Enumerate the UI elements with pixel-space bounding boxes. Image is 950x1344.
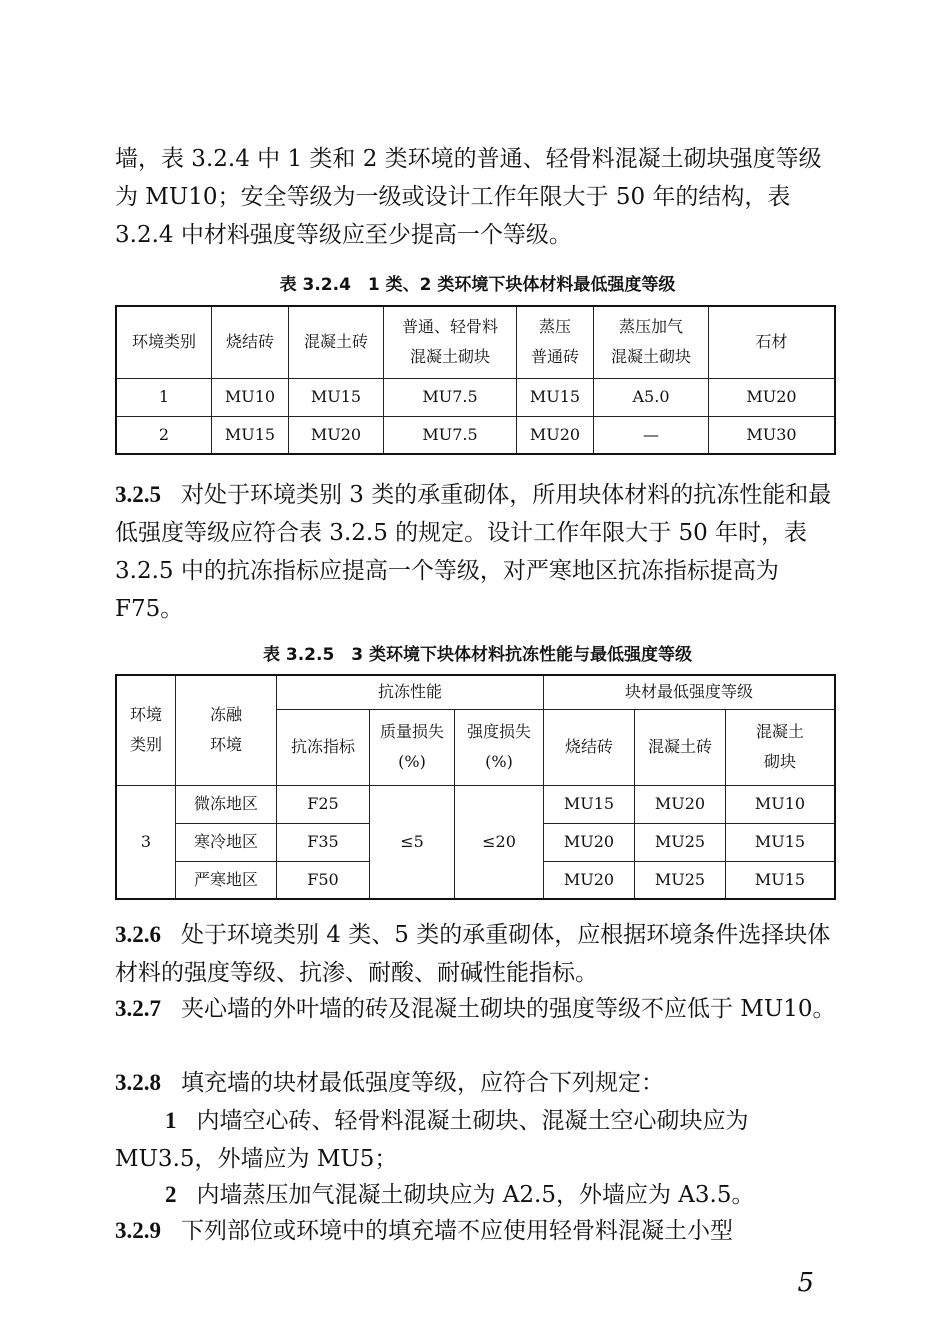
item-text: 内墙空心砖、轻骨料混凝土砌块、混凝土空心砌块应为 MU3.5，外墙应为 MU5； <box>115 1108 749 1172</box>
table1-caption: 表 3.2.4 1 类、2 类环境下块体材料最低强度等级 <box>279 275 676 295</box>
clause-text: 对处于环境类别 3 类的承重砌体，所用块体材料的抗冻性能和最低强度等级应符合表 3.2.5 的规定。设计工作年限大于 50 年时，表 3.2.5 中的抗冻指标应提高一个等级，对严寒地区抗冻指标提高为 F75。 <box>115 482 832 622</box>
t1-cell: MU7.5 <box>384 416 517 454</box>
t1-cell: MU15 <box>212 416 289 454</box>
clause-number: 3.2.8 <box>115 1070 161 1095</box>
t2-cell: MU20 <box>544 823 635 861</box>
table2-caption: 表 3.2.5 3 类环境下块体材料抗冻性能与最低强度等级 <box>262 645 693 665</box>
t1-header: 蒸压加气 混凝土砌块 <box>594 306 709 378</box>
page-number: 5 <box>797 1268 814 1298</box>
t2-cell: 微冻地区 <box>176 785 277 823</box>
t1-cell: 2 <box>116 416 212 454</box>
t2-mass-cell: ≤5 <box>370 785 455 899</box>
item-number: 2 <box>165 1182 177 1207</box>
t2-header-fired: 烧结砖 <box>544 709 635 785</box>
t1-cell: MU7.5 <box>384 378 517 416</box>
t2-header-group2: 块材最低强度等级 <box>544 675 836 709</box>
clause-text: 填充墙的块材最低强度等级，应符合下列规定： <box>181 1070 664 1096</box>
t1-header: 混凝土砖 <box>289 306 384 378</box>
item-2 <box>115 1176 840 1214</box>
t2-header-freeze: 冻融 环境 <box>176 675 277 785</box>
clause-text: 夹心墙的外叶墙的砖及混凝土砌块的强度等级不应低于 MU10。 <box>181 996 836 1022</box>
t2-header-concrete-brick: 混凝土砖 <box>635 709 726 785</box>
t1-cell: MU15 <box>289 378 384 416</box>
t2-header-env: 环境 类别 <box>116 675 176 785</box>
t2-cell: F50 <box>277 861 370 899</box>
item-text: 内墙蒸压加气混凝土砌块应为 A2.5，外墙应为 A3.5。 <box>196 1182 755 1208</box>
table-row <box>116 378 835 416</box>
item-1 <box>115 1102 840 1178</box>
t2-cell: 严寒地区 <box>176 861 277 899</box>
t1-cell: A5.0 <box>594 378 709 416</box>
t1-cell: MU30 <box>709 416 836 454</box>
clause-3-2-5 <box>115 476 840 628</box>
t2-header-strength: 强度损失 (%) <box>455 709 544 785</box>
t2-cell: F25 <box>277 785 370 823</box>
t1-header: 石材 <box>709 306 836 378</box>
intro-paragraph: 墙，表 3.2.4 中 1 类和 2 类环境的普通、轻骨料混凝土砌块强度等级为 MU10；安全等级为一级或设计工作年限大于 50 年的结构，表 3.2.4 中材料强度等级应至少提高一个等级。 <box>115 146 822 248</box>
t1-cell: MU15 <box>517 378 594 416</box>
t1-header: 环境类别 <box>116 306 212 378</box>
t2-header-index: 抗冻指标 <box>277 709 370 785</box>
t2-header-group1: 抗冻性能 <box>277 675 544 709</box>
t2-strength-cell: ≤20 <box>455 785 544 899</box>
clause-text: 下列部位或环境中的填充墙不应使用轻骨料混凝土小型 <box>181 1218 733 1244</box>
clause-text: 处于环境类别 4 类、5 类的承重砌体，应根据环境条件选择块体材料的强度等级、抗渗、耐酸、耐碱性能指标。 <box>115 922 831 986</box>
table-row <box>116 785 835 823</box>
t2-env-cell: 3 <box>116 785 176 899</box>
clause-3-2-7 <box>115 990 840 1028</box>
clause-number: 3.2.6 <box>115 922 161 947</box>
t1-cell: MU10 <box>212 378 289 416</box>
t2-cell: MU15 <box>726 861 836 899</box>
t2-cell: MU10 <box>726 785 836 823</box>
t2-header-mass: 质量损失 (%) <box>370 709 455 785</box>
t2-header-block: 混凝土 砌块 <box>726 709 836 785</box>
clause-3-2-9 <box>115 1212 840 1250</box>
clause-number: 3.2.9 <box>115 1218 161 1243</box>
t1-cell: MU20 <box>517 416 594 454</box>
t2-cell: F35 <box>277 823 370 861</box>
table-3-2-5 <box>115 674 836 900</box>
t2-cell: MU20 <box>635 785 726 823</box>
t2-cell: 寒冷地区 <box>176 823 277 861</box>
clause-3-2-8 <box>115 1064 840 1102</box>
t2-cell: MU15 <box>544 785 635 823</box>
t1-header: 普通、轻骨料 混凝土砌块 <box>384 306 517 378</box>
clause-3-2-6 <box>115 916 840 992</box>
t1-header: 蒸压 普通砖 <box>517 306 594 378</box>
table-3-2-4 <box>115 305 836 455</box>
t2-cell: MU20 <box>544 861 635 899</box>
t1-cell: MU20 <box>289 416 384 454</box>
t2-cell: MU25 <box>635 861 726 899</box>
t2-cell: MU15 <box>726 823 836 861</box>
t1-cell: — <box>594 416 709 454</box>
item-number: 1 <box>165 1108 177 1133</box>
t1-cell: MU20 <box>709 378 836 416</box>
clause-number: 3.2.7 <box>115 996 161 1021</box>
t2-cell: MU25 <box>635 823 726 861</box>
t1-header: 烧结砖 <box>212 306 289 378</box>
clause-number: 3.2.5 <box>115 482 161 507</box>
table-row <box>116 416 835 454</box>
t1-cell: 1 <box>116 378 212 416</box>
